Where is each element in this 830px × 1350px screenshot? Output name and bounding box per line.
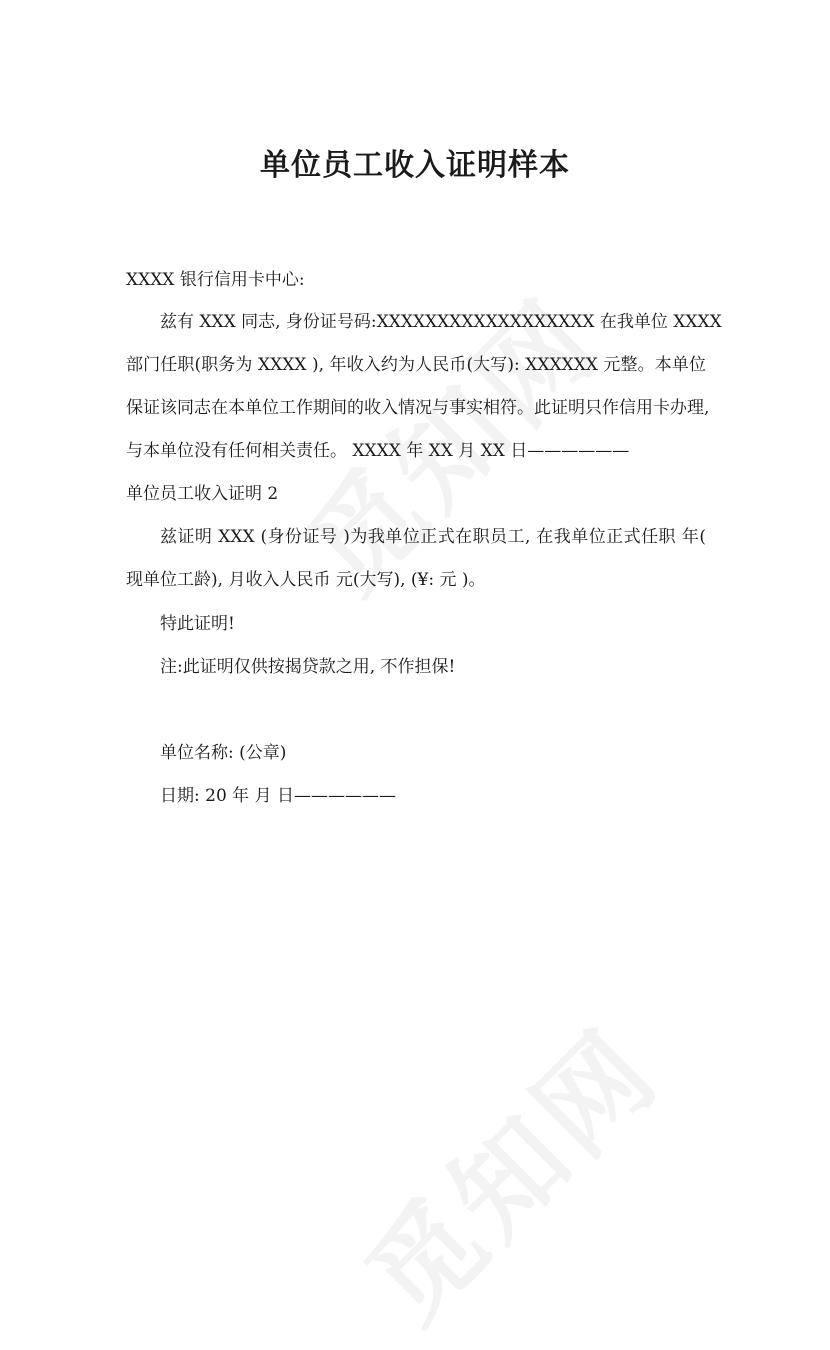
note-line: 注:此证明仅供按揭贷款之用, 不作担保! (160, 657, 456, 677)
unit-name-line: 单位名称: (公章) (160, 743, 287, 763)
watermark (326, 988, 688, 1350)
recipient-line: XXXX 银行信用卡中心: (126, 270, 305, 290)
paragraph-line: 与本单位没有任何相关责任。 XXXX 年 XX 月 XX 日—————— (126, 441, 630, 461)
paragraph-line: 兹证明 XXX (身份证号 )为我单位正式在职员工, 在我单位正式任职 年( (160, 527, 706, 547)
section-heading: 单位员工收入证明 2 (126, 484, 279, 504)
date-line: 日期: 20 年 月 日—————— (160, 786, 396, 806)
document-title: 单位员工收入证明样本 (260, 148, 570, 183)
closing-line: 特此证明! (160, 614, 235, 634)
paragraph-line: 保证该同志在本单位工作期间的收入情况与事实相符。此证明只作信用卡办理, (126, 398, 710, 418)
paragraph-line: 兹有 XXX 同志, 身份证号码:XXXXXXXXXXXXXXXXXX 在我单位 XXXX (160, 312, 722, 332)
paragraph-line: 部门任职(职务为 XXXX ), 年收入约为人民币(大写): XXXXXX 元整。本单位 (126, 355, 706, 375)
paragraph-line: 现单位工龄), 月收入人民币 元(大写), (¥: 元 )。 (126, 570, 486, 590)
